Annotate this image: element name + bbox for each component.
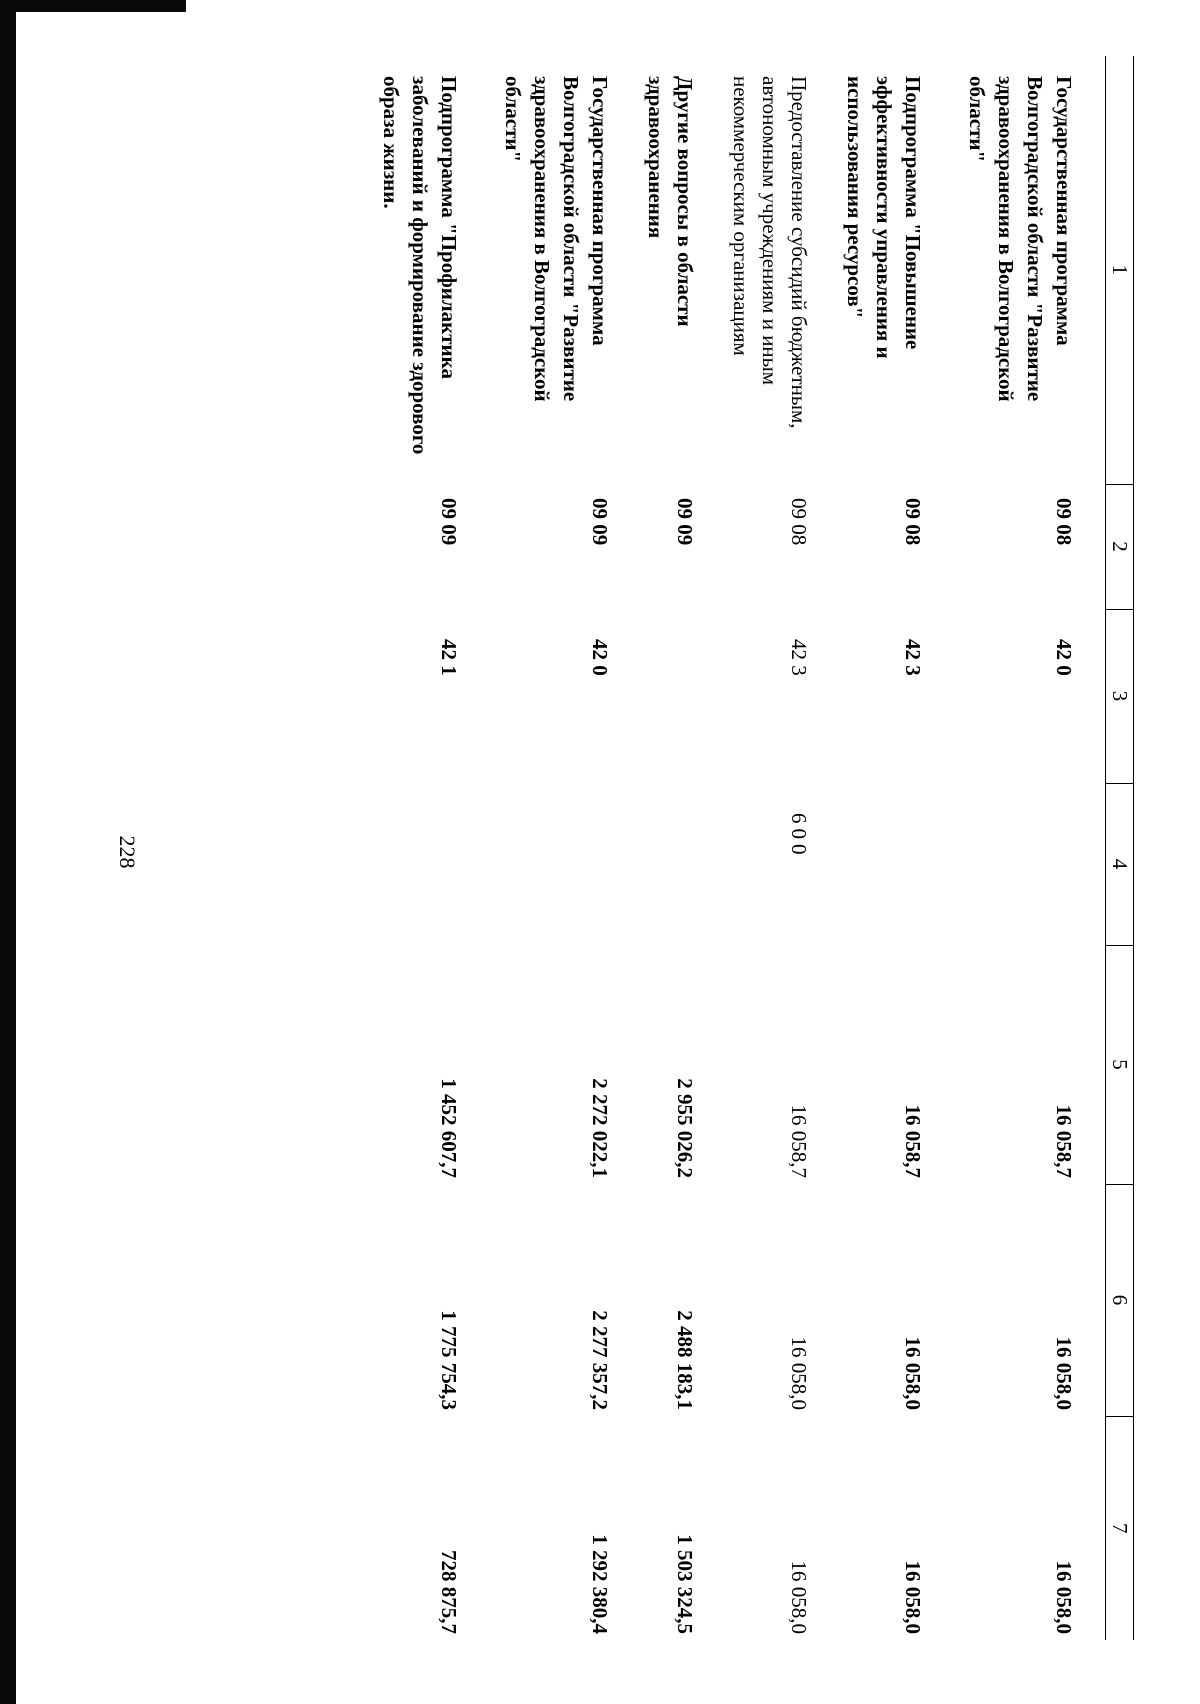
row-vr: 600 [787, 813, 811, 860]
row-razdel: 09 08 [787, 498, 811, 546]
row-value-year1: 2 955 026,2 [673, 1078, 697, 1178]
header-row [1106, 56, 1134, 1640]
row-csr: 42 3 [901, 639, 925, 676]
header-cell: 7 [1106, 1416, 1134, 1640]
row-vr [840, 783, 954, 945]
row-name: Государственная программа Волгоградской области "Развитие здравоохранения в Волгоградской области" [501, 76, 612, 402]
row-value-year3: 16 058,0 [787, 1560, 811, 1634]
row-name: Подпрограмма "Профилактика заболеваний и формирование здорового образа жизни. [379, 76, 461, 455]
row-value-year1: 16 058,7 [901, 1104, 925, 1178]
row-value-year1: 16 058,7 [1052, 1104, 1076, 1178]
row-vr [954, 783, 1106, 945]
header-cell: 6 [1106, 1184, 1134, 1416]
row-razdel: 09 09 [588, 498, 612, 546]
row-name: Другие вопросы в области здравоохранения [644, 76, 697, 327]
row-vr [490, 783, 641, 945]
row-razdel: 09 09 [437, 498, 461, 546]
row-value-year2: 1 775 754,3 [437, 1310, 461, 1410]
table-row [840, 56, 954, 1640]
row-value-year2: 2 277 357,2 [588, 1310, 612, 1410]
header-cell: 2 [1106, 484, 1134, 609]
row-csr: 42 1 [437, 639, 461, 676]
row-value-year1: 16 058,7 [787, 1104, 811, 1178]
row-csr: 42 3 [787, 639, 811, 676]
row-value-year2: 16 058,0 [787, 1336, 811, 1410]
table-row [726, 56, 840, 1640]
row-csr [641, 609, 726, 783]
row-csr: 42 0 [588, 639, 612, 676]
row-razdel: 09 09 [673, 498, 697, 546]
budget-table [376, 56, 1134, 1640]
row-csr: 42 0 [1052, 639, 1076, 676]
row-name: Государственная программа Волгоградской области "Развитие здравоохранения в Волгоградской области" [965, 76, 1076, 402]
row-value-year2: 16 058,0 [1052, 1336, 1076, 1410]
row-value-year3: 728 875,7 [437, 1550, 461, 1634]
row-razdel: 09 08 [1052, 498, 1076, 546]
row-vr [641, 783, 726, 945]
header-cell: 5 [1106, 945, 1134, 1184]
page-number: 228 [115, 835, 140, 869]
row-value-year2: 16 058,0 [901, 1336, 925, 1410]
row-name: Предоставление субсидий бюджетным, автономным учреждениям и иным некоммерческим организациям [729, 76, 811, 429]
header-cell: 1 [1106, 56, 1134, 484]
row-value-year2: 2 488 183,1 [673, 1310, 697, 1410]
row-razdel: 09 08 [901, 498, 925, 546]
table-row [376, 56, 490, 1640]
header-cell: 3 [1106, 609, 1134, 783]
row-value-year3: 1 503 324,5 [673, 1534, 697, 1634]
table-row [954, 56, 1106, 1640]
row-vr [376, 783, 490, 945]
row-value-year1: 2 272 022,1 [588, 1078, 612, 1178]
row-value-year3: 1 292 380,4 [588, 1534, 612, 1634]
row-value-year3: 16 058,0 [901, 1560, 925, 1634]
row-name: Подпрограмма "Повышение эффективности управления и использования ресурсов" [843, 76, 925, 359]
row-value-year1: 1 452 607,7 [437, 1078, 461, 1178]
row-value-year3: 16 058,0 [1052, 1560, 1076, 1634]
table-row [641, 56, 726, 1640]
header-cell: 4 [1106, 783, 1134, 945]
table-row [490, 56, 641, 1640]
